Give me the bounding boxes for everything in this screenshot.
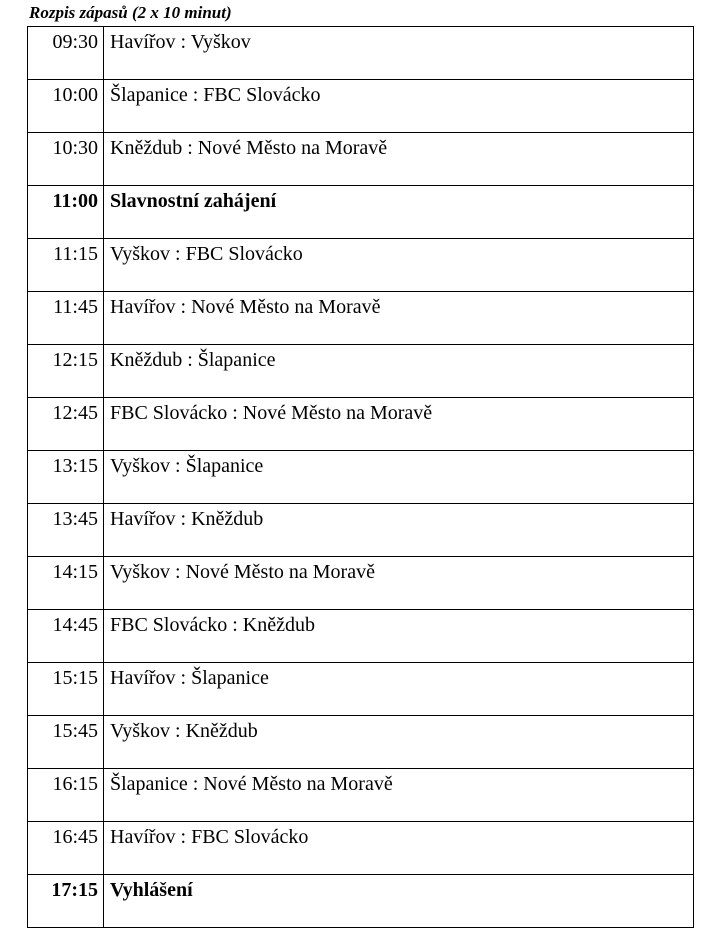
time-cell: 14:45	[28, 610, 104, 663]
time-cell: 11:00	[28, 186, 104, 239]
table-row	[28, 504, 694, 557]
table-row	[28, 716, 694, 769]
match-cell: Vyškov : Nové Město na Moravě	[104, 557, 694, 610]
table-row	[28, 451, 694, 504]
table-row	[28, 186, 694, 239]
time-cell: 09:30	[28, 27, 104, 80]
time-cell: 10:30	[28, 133, 104, 186]
match-cell: Šlapanice : Nové Město na Moravě	[104, 769, 694, 822]
match-cell: Havířov : Šlapanice	[104, 663, 694, 716]
table-row	[28, 822, 694, 875]
time-cell: 12:15	[28, 345, 104, 398]
table-row	[28, 345, 694, 398]
time-cell: 15:45	[28, 716, 104, 769]
table-row	[28, 610, 694, 663]
time-cell: 15:15	[28, 663, 104, 716]
match-cell: Šlapanice : FBC Slovácko	[104, 80, 694, 133]
match-cell: Vyhlášení	[104, 875, 694, 928]
match-cell: FBC Slovácko : Kněždub	[104, 610, 694, 663]
time-cell: 12:45	[28, 398, 104, 451]
match-cell: Vyškov : FBC Slovácko	[104, 239, 694, 292]
time-cell: 13:45	[28, 504, 104, 557]
time-cell: 13:15	[28, 451, 104, 504]
table-row	[28, 663, 694, 716]
table-row	[28, 398, 694, 451]
match-cell: Havířov : Vyškov	[104, 27, 694, 80]
time-cell: 11:45	[28, 292, 104, 345]
table-row	[28, 875, 694, 928]
table-row	[28, 557, 694, 610]
match-cell: Kněždub : Šlapanice	[104, 345, 694, 398]
table-row	[28, 133, 694, 186]
table-row	[28, 292, 694, 345]
match-cell: Havířov : FBC Slovácko	[104, 822, 694, 875]
table-row	[28, 80, 694, 133]
match-cell: Vyškov : Šlapanice	[104, 451, 694, 504]
time-cell: 16:45	[28, 822, 104, 875]
schedule-table	[27, 26, 694, 928]
match-cell: FBC Slovácko : Nové Město na Moravě	[104, 398, 694, 451]
time-cell: 17:15	[28, 875, 104, 928]
table-row	[28, 27, 694, 80]
time-cell: 14:15	[28, 557, 104, 610]
match-cell: Havířov : Nové Město na Moravě	[104, 292, 694, 345]
match-cell: Vyškov : Kněždub	[104, 716, 694, 769]
time-cell: 10:00	[28, 80, 104, 133]
table-row	[28, 769, 694, 822]
time-cell: 11:15	[28, 239, 104, 292]
match-cell: Slavnostní zahájení	[104, 186, 694, 239]
table-row	[28, 239, 694, 292]
match-cell: Havířov : Kněždub	[104, 504, 694, 557]
match-cell: Kněždub : Nové Město na Moravě	[104, 133, 694, 186]
time-cell: 16:15	[28, 769, 104, 822]
schedule-caption: Rozpis zápasů (2 x 10 minut)	[29, 3, 232, 22]
